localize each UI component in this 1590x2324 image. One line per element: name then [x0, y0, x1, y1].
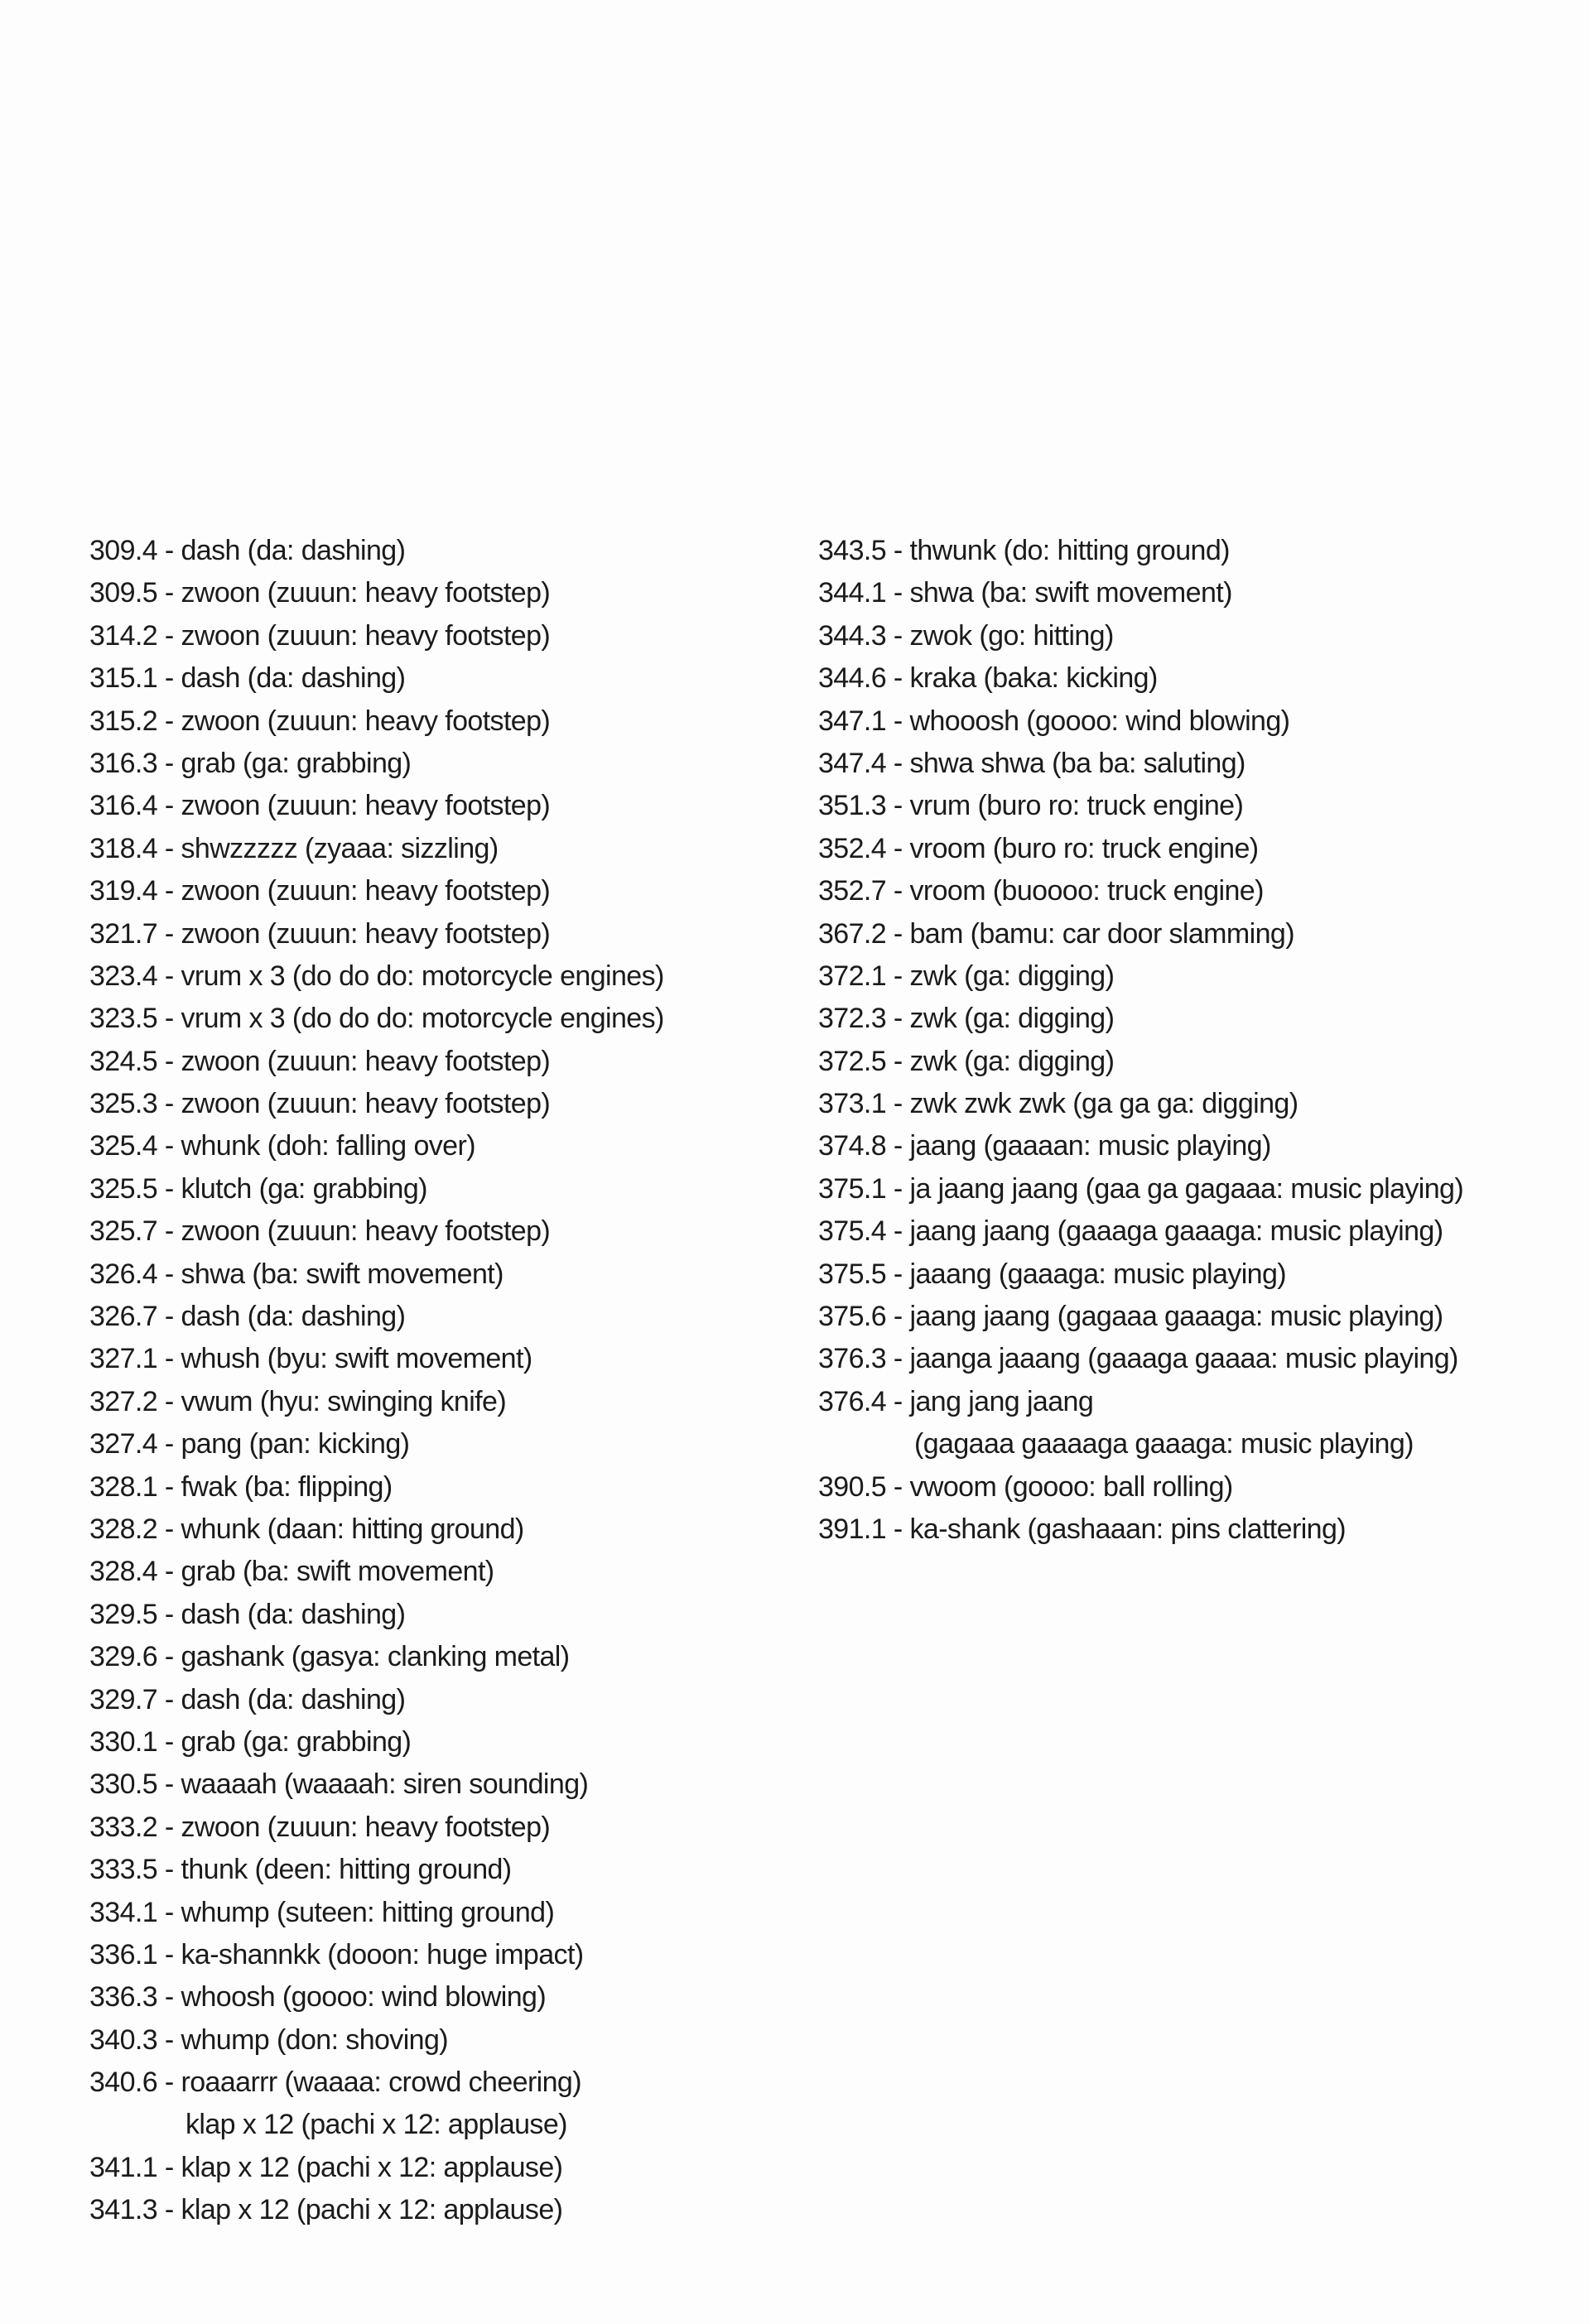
sound-effect-entry: 316.3 - grab (ga: grabbing)	[89, 747, 412, 779]
sound-effect-entry: 343.5 - thwunk (do: hitting ground)	[818, 535, 1230, 566]
sound-effect-entry: 325.3 - zwoon (zuuun: heavy footstep)	[89, 1088, 551, 1120]
sound-effect-entry: 336.1 - ka-shannkk (dooon: huge impact)	[89, 1938, 584, 1970]
sound-effect-entry: 391.1 - ka-shank (gashaaan: pins clattering)	[818, 1513, 1346, 1545]
sound-effect-entry: 333.5 - thunk (deen: hitting ground)	[89, 1854, 512, 1886]
sound-effects-list-right	[818, 530, 1564, 1551]
sound-effect-entry: 316.4 - zwoon (zuuun: heavy footstep)	[89, 790, 551, 822]
sound-effect-entry: 329.5 - dash (da: dashing)	[89, 1598, 406, 1630]
sound-effect-entry: 347.1 - whooosh (goooo: wind blowing)	[818, 705, 1290, 737]
sound-effect-entry: 344.6 - kraka (baka: kicking)	[818, 662, 1158, 695]
sound-effect-entry: 327.1 - whush (byu: swift movement)	[89, 1343, 532, 1375]
sound-effect-entry: 340.6 - roaaarrr (waaaa: crowd cheering)	[89, 2067, 581, 2099]
sound-effect-entry: 367.2 - bam (bamu: car door slamming)	[818, 917, 1294, 950]
sound-effect-entry: 315.2 - zwoon (zuuun: heavy footstep)	[89, 705, 551, 737]
sound-effect-entry: 329.6 - gashank (gasya: clanking metal)	[89, 1641, 570, 1673]
sound-effect-entry: 327.4 - pang (pan: kicking)	[89, 1428, 410, 1460]
sound-effect-entry: 376.3 - jaanga jaaang (gaaaga gaaaa: music playing)	[818, 1343, 1458, 1375]
sound-effect-entry: 323.5 - vrum x 3 (do do do: motorcycle engines)	[89, 1003, 664, 1035]
sound-effect-entry: 352.7 - vroom (buoooo: truck engine)	[818, 875, 1264, 907]
sound-effect-entry: 390.5 - vwoom (goooo: ball rolling)	[818, 1470, 1233, 1503]
sound-effect-entry: 375.6 - jaang jaang (gagaaa gaaaga: music playing)	[818, 1301, 1443, 1333]
sound-effect-entry: 333.2 - zwoon (zuuun: heavy footstep)	[89, 1811, 551, 1843]
sound-effect-entry: 319.4 - zwoon (zuuun: heavy footstep)	[89, 875, 551, 907]
sound-effect-entry: 318.4 - shwzzzzz (zyaaa: sizzling)	[89, 832, 499, 864]
sound-effect-entry-continuation: (gagaaa gaaaaga gaaaga: music playing)	[914, 1428, 1414, 1460]
sound-effect-entry: 309.4 - dash (da: dashing)	[89, 535, 406, 566]
sound-effect-entry: 328.1 - fwak (ba: flipping)	[89, 1470, 393, 1503]
sound-effect-entry: 326.4 - shwa (ba: swift movement)	[89, 1258, 504, 1290]
sound-effect-entry: 328.4 - grab (ba: swift movement)	[89, 1556, 494, 1588]
sound-effect-entry: 373.1 - zwk zwk zwk (ga ga ga: digging)	[818, 1088, 1298, 1120]
sound-effect-entry: 372.3 - zwk (ga: digging)	[818, 1003, 1115, 1035]
sound-effect-entry: 340.3 - whump (don: shoving)	[89, 2023, 449, 2056]
sound-effect-entry: 375.5 - jaaang (gaaaga: music playing)	[818, 1258, 1287, 1290]
sound-effect-entry: 344.1 - shwa (ba: swift movement)	[818, 577, 1232, 609]
sound-effect-entry: 329.7 - dash (da: dashing)	[89, 1683, 406, 1715]
sound-effect-entry: 376.4 - jang jang jaang	[818, 1385, 1094, 1417]
sound-effect-entry: 375.1 - ja jaang jaang (gaa ga gagaaa: music playing)	[818, 1172, 1464, 1205]
sound-effect-entry: 341.3 - klap x 12 (pachi x 12: applause)	[89, 2194, 563, 2226]
sound-effect-entry: 375.4 - jaang jaang (gaaaga gaaaga: music playing)	[818, 1215, 1443, 1248]
sound-effect-entry: 336.3 - whoosh (goooo: wind blowing)	[89, 1981, 547, 2014]
sound-effect-entry: 341.1 - klap x 12 (pachi x 12: applause)	[89, 2151, 563, 2183]
sound-effect-entry: 334.1 - whump (suteen: hitting ground)	[89, 1896, 555, 1928]
sound-effect-entry: 309.5 - zwoon (zuuun: heavy footstep)	[89, 577, 551, 609]
sound-effect-entry: 314.2 - zwoon (zuuun: heavy footstep)	[89, 619, 551, 652]
sound-effect-entry: 352.4 - vroom (buro ro: truck engine)	[818, 832, 1259, 864]
sound-effect-entry: 330.1 - grab (ga: grabbing)	[89, 1725, 412, 1758]
sound-effect-entry: 325.7 - zwoon (zuuun: heavy footstep)	[89, 1215, 551, 1248]
sound-effect-entry: 347.4 - shwa shwa (ba ba: saluting)	[818, 747, 1246, 779]
sound-effect-entry: 321.7 - zwoon (zuuun: heavy footstep)	[89, 917, 551, 950]
sound-effect-entry: 344.3 - zwok (go: hitting)	[818, 619, 1114, 652]
sound-effect-entry: 327.2 - vwum (hyu: swinging knife)	[89, 1385, 507, 1417]
sound-effect-entry-continuation: klap x 12 (pachi x 12: applause)	[186, 2109, 567, 2141]
sound-effect-entry: 372.1 - zwk (ga: digging)	[818, 960, 1115, 992]
sound-effect-entry: 328.2 - whunk (daan: hitting ground)	[89, 1513, 524, 1545]
sound-effects-list-left	[89, 530, 768, 2232]
sound-effect-entry: 324.5 - zwoon (zuuun: heavy footstep)	[89, 1045, 551, 1077]
sound-effect-entry: 330.5 - waaaah (waaaah: siren sounding)	[89, 1768, 589, 1801]
sound-effect-entry: 326.7 - dash (da: dashing)	[89, 1301, 406, 1333]
sound-effect-entry: 351.3 - vrum (buro ro: truck engine)	[818, 790, 1244, 822]
sound-effect-entry: 325.5 - klutch (ga: grabbing)	[89, 1172, 427, 1205]
sound-effect-entry: 315.1 - dash (da: dashing)	[89, 662, 406, 695]
sound-effect-entry: 374.8 - jaang (gaaaan: music playing)	[818, 1130, 1271, 1162]
sound-effect-entry: 323.4 - vrum x 3 (do do do: motorcycle engines)	[89, 960, 664, 992]
sound-effect-entry: 372.5 - zwk (ga: digging)	[818, 1045, 1115, 1077]
sound-effect-entry: 325.4 - whunk (doh: falling over)	[89, 1130, 475, 1162]
